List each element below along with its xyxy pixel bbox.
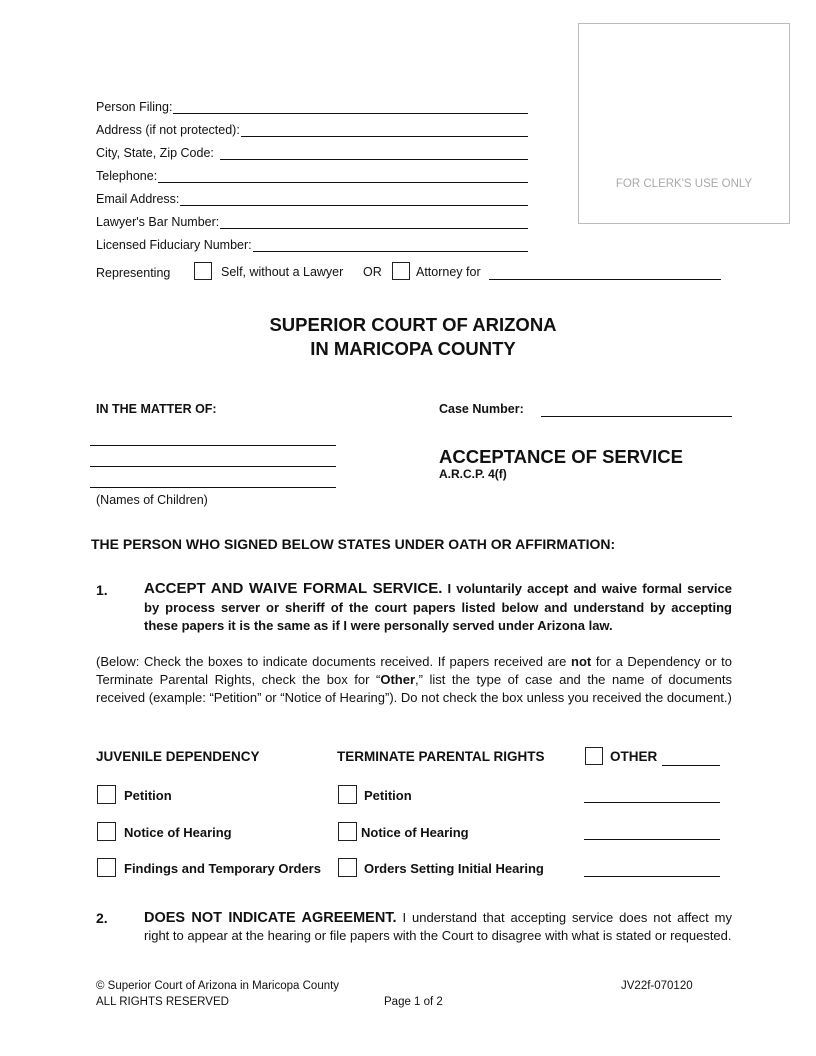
field-label: City, State, Zip Code: [96,146,214,160]
other-document-line[interactable] [584,802,720,803]
court-county: IN MARICOPA COUNTY [310,338,516,359]
instructions-text: (Below: Check the boxes to indicate documents received. If papers received are [96,654,571,669]
attorney-checkbox[interactable] [392,262,410,280]
item-1-heading: ACCEPT AND WAIVE FORMAL SERVICE. [144,580,443,597]
other-checkbox[interactable] [585,747,603,765]
terminate-item-label: Notice of Hearing [361,825,469,840]
terminate-orders-checkbox[interactable] [338,858,357,877]
case-number-line[interactable] [541,416,732,417]
terminate-item-label: Orders Setting Initial Hearing [364,861,544,876]
item-2-body: I understand that accepting service does not affect my right to appear at the hearing or file papers with the Court to disagree with what is stated or requested. [144,910,732,943]
fiduciary-number-field[interactable] [96,236,528,252]
attorney-for-line[interactable] [489,279,721,280]
clerk-use-box [578,23,790,224]
instructions-not: not [571,654,592,669]
juvenile-item-label: Petition [124,788,172,803]
item-1-body: I voluntarily accept and waive formal service by process server or sheriff of the court papers listed below and understand by accepting these papers it is the same as if I were personally served under Arizona law. [144,581,732,633]
terminate-petition-checkbox[interactable] [338,785,357,804]
field-label: Lawyer's Bar Number: [96,215,220,229]
case-number-label: Case Number: [439,402,524,416]
document-title: ACCEPTANCE OF SERVICE [439,446,683,467]
instructions-text: for a Dependency or to Terminate Parental Rights, check the box for “ [96,654,732,687]
child-name-line[interactable] [90,466,336,467]
self-label: Self, without a Lawyer [221,265,344,279]
juvenile-petition-checkbox[interactable] [97,785,116,804]
clerk-use-label: FOR CLERK'S USE ONLY [615,178,753,190]
self-checkbox[interactable] [194,262,212,280]
email-field[interactable] [96,190,528,206]
juvenile-item-label: Findings and Temporary Orders [124,861,321,876]
field-label: Telephone: [96,169,158,183]
juvenile-findings-checkbox[interactable] [97,858,116,877]
person-filing-field[interactable] [96,98,528,114]
terminate-item-label: Petition [364,788,412,803]
attorney-label: Attorney for [416,265,481,279]
footer-rights: ALL RIGHTS RESERVED [96,996,229,1008]
instructions-other: Other [380,672,415,687]
telephone-field[interactable] [96,167,528,183]
field-label: Address (if not protected): [96,123,240,137]
bar-number-field[interactable] [96,213,528,229]
other-heading: OTHER [610,749,658,764]
field-label: Email Address: [96,192,180,206]
or-label: OR [363,265,382,279]
juvenile-heading: JUVENILE DEPENDENCY [96,749,260,764]
instructions-text: ,” list the type of case and the name of documents received (example: “Petition” or “Notice of Hearing”). Do not check the box unless you received the document.) [96,672,733,705]
names-caption: (Names of Children) [96,493,208,507]
instructions [96,653,732,707]
court-name: SUPERIOR COURT OF ARIZONA [269,314,557,335]
item-2-heading: DOES NOT INDICATE AGREEMENT. [144,910,397,926]
other-type-line[interactable] [662,765,720,766]
footer-page: Page 1 of 2 [384,996,443,1008]
terminate-heading: TERMINATE PARENTAL RIGHTS [337,749,545,764]
footer-form-id: JV22f-070120 [621,980,693,992]
footer-copyright: © Superior Court of Arizona in Maricopa County [96,980,340,992]
other-document-line[interactable] [584,876,720,877]
juvenile-notice-checkbox[interactable] [97,822,116,841]
city-state-zip-field[interactable] [96,144,528,160]
matter-label: IN THE MATTER OF: [96,402,217,416]
field-label: Person Filing: [96,100,173,114]
address-field[interactable] [96,121,528,137]
child-name-line[interactable] [90,487,336,488]
other-document-line[interactable] [584,839,720,840]
item-1-number: 1. [96,582,108,598]
field-label: Licensed Fiduciary Number: [96,238,252,252]
item-1-text [144,580,732,636]
item-2-text [144,909,732,945]
item-2-number: 2. [96,910,108,926]
terminate-notice-checkbox[interactable] [338,822,357,841]
document-rule: A.R.C.P. 4(f) [439,467,507,481]
representing-label: Representing [96,266,171,280]
juvenile-item-label: Notice of Hearing [124,825,232,840]
child-name-line[interactable] [90,445,336,446]
oath-heading: THE PERSON WHO SIGNED BELOW STATES UNDER OATH OR AFFIRMATION: [91,536,616,552]
